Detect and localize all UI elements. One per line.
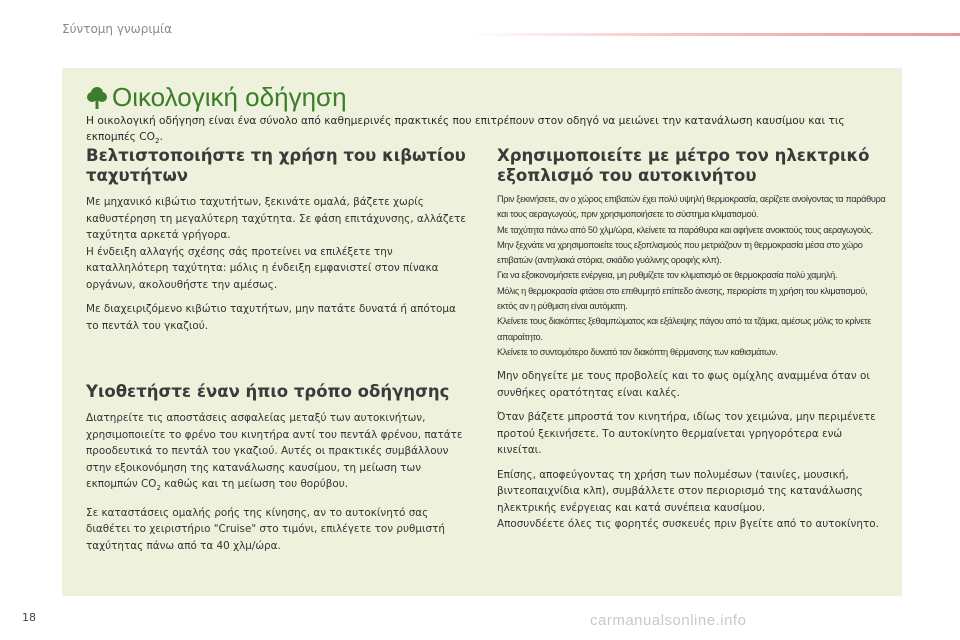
- gentle-driving-paragraph-1: [86, 410, 466, 497]
- header-bar: [470, 33, 960, 36]
- intro-subscript: 2: [155, 137, 160, 146]
- electrical-section-title: Χρησιμοποιείτε με μέτρο τον ηλεκτρικό εξοπλισμό του αυτοκινήτου: [497, 146, 870, 185]
- watermark: carmanualsonline.info: [590, 612, 747, 629]
- gentle-driving-subscript: 2: [156, 484, 161, 493]
- multimedia-paragraph: [497, 467, 887, 533]
- headlights-paragraph: Μην οδηγείτε με τους προβολείς και το φως ομίχλης αναμμένα όταν οι συνθήκες ορατότητας είναι καλές.: [497, 370, 870, 399]
- climate-tip: Μην ξεχνάτε να χρησιμοποιείτε τους εξοπλισμούς που μετριάζουν τη θερμοκρασία μέσα στο χώρο επιβατών (αντηλιακά στόρια, σκιάδιο γυάλινης οροφής κλπ).: [497, 239, 863, 266]
- main-heading: [86, 82, 347, 113]
- eco-driving-panel: [62, 68, 902, 596]
- tree-icon: [86, 86, 108, 110]
- right-column: [497, 146, 887, 533]
- gearbox-paragraph-1-line: Η ένδειξη αλλαγής σχέσης σάς προτείνει να επιλέξετε την καταλληλότερη ταχύτητα: μόλις η ένδειξη εμφανιστεί στον πίνακα οργάνων, ακολουθήστε την αμέσως.: [86, 245, 439, 291]
- page-number: 18: [22, 611, 36, 624]
- gearbox-section-title: Βελτιστοποιήστε τη χρήση του κιβωτίου ταχυτήτων: [86, 146, 466, 185]
- gearbox-paragraph-1-line: Με μηχανικό κιβώτιο ταχυτήτων, ξεκινάτε ομαλά, βάζετε χωρίς καθυστέρηση τη μεγαλύτερη ταχύτητα. Σε φάση επιτάχυνσης, αλλάζετε ταχύτητα αρκετά γρήγορα.: [86, 196, 466, 241]
- gearbox-paragraph-1: [86, 194, 466, 293]
- climate-tip: Για να εξοικονομήσετε ενέργεια, μη ρυθμίζετε τον κλιματισμό σε θερμοκρασία πολύ χαμηλή.: [497, 270, 838, 281]
- multimedia-line: Επίσης, αποφεύγοντας τη χρήση των πολυμέσων (ταινίες, μουσική, βιντεοπαιχνίδια κλπ), συμβάλλετε στον περιορισμό της κατανάλωσης ηλεκτρικής ενέργειας και κατά συνέπεια καυσίμου.: [497, 468, 863, 514]
- engine-start-paragraph: Όταν βάζετε μπροστά τον κινητήρα, ιδίως τον χειμώνα, μην περιμένετε προτού ξεκινήσετε. Το αυτοκίνητο θερμαίνεται γρηγορότερα ενώ κινείται.: [497, 411, 876, 457]
- gentle-driving-end: καθώς και τη μείωση του θορύβου.: [160, 478, 349, 490]
- gearbox-paragraph-2: Με διαχειριζόμενο κιβώτιο ταχυτήτων, μην πατάτε δυνατά ή απότομα το πεντάλ του γκαζιού.: [86, 303, 456, 332]
- gentle-driving-paragraph-2: Σε καταστάσεις ομαλής ροής της κίνησης, αν το αυτοκίνητό σας διαθέτει το χειριστήριο "Cruise" στο τιμόνι, επιλέγετε τον ρυθμιστή ταχύτητας πάνω από τα 40 χλμ/ώρα.: [86, 506, 445, 552]
- main-title: Οικολογική οδήγηση: [112, 82, 347, 112]
- climate-tip: Κλείνετε τους διακόπτες ξεθαμπώματος και εξάλειψης πάγου από τα τζάμια, αμέσως μόλις το κρίνετε απαραίτητο.: [497, 316, 871, 342]
- intro-text: Η οικολογική οδήγηση είναι ένα σύνολο από καθημερινές πρακτικές που επιτρέπουν στον οδηγό να μειώνει την κατανάλωση καυσίμου και τις εκπομπές CO: [86, 115, 845, 143]
- climate-tip: Πριν ξεκινήσετε, αν ο χώρος επιβατών έχει πολύ υψηλή θερμοκρασία, αερίζετε ανοίγοντας τα παράθυρα και τους αεραγωγούς, πριν χρησιμοποιήσετε το σύστημα κλιματισμού.: [497, 194, 886, 220]
- intro-end: .: [159, 131, 163, 143]
- climate-tip: Μόλις η θερμοκρασία φτάσει στο επιθυμητό επίπεδο άνεσης, περιορίστε τη χρήση του κλιματισμού, εκτός αν η ρύθμιση είναι αυτόματη.: [497, 285, 868, 312]
- climate-tip: Με ταχύτητα πάνω από 50 χλμ/ώρα, κλείνετε τα παράθυρα και αφήνετε ανοικτούς τους αεραγωγούς.: [497, 224, 873, 235]
- climate-tips: [497, 192, 887, 360]
- header-title: Σύντομη γνωριμία: [62, 22, 172, 36]
- multimedia-line: Αποσυνδέετε όλες τις φορητές συσκευές πριν βγείτε από το αυτοκίνητο.: [497, 518, 879, 531]
- climate-tip: Κλείνετε το συντομότερο δυνατό τον διακόπτη θέρμανσης των καθισμάτων.: [497, 346, 778, 357]
- gentle-driving-section-title: Υιοθετήστε έναν ήπιο τρόπο οδήγησης: [86, 382, 450, 401]
- left-column: [86, 146, 466, 554]
- intro-paragraph: [86, 113, 886, 149]
- gentle-driving-text: Διατηρείτε τις αποστάσεις ασφαλείας μεταξύ των αυτοκινήτων, χρησιμοποιείτε το φρένο του κινητήρα αντί του πεντάλ φρένου, πατάτε προοδευτικά το πεντάλ του γκαζιού. Αυτές οι πρακτικές συμβάλλουν στην εξοικονόμηση της κατανάλωσης καυσίμου, τη μείωση των εκπομπών CO: [86, 412, 463, 490]
